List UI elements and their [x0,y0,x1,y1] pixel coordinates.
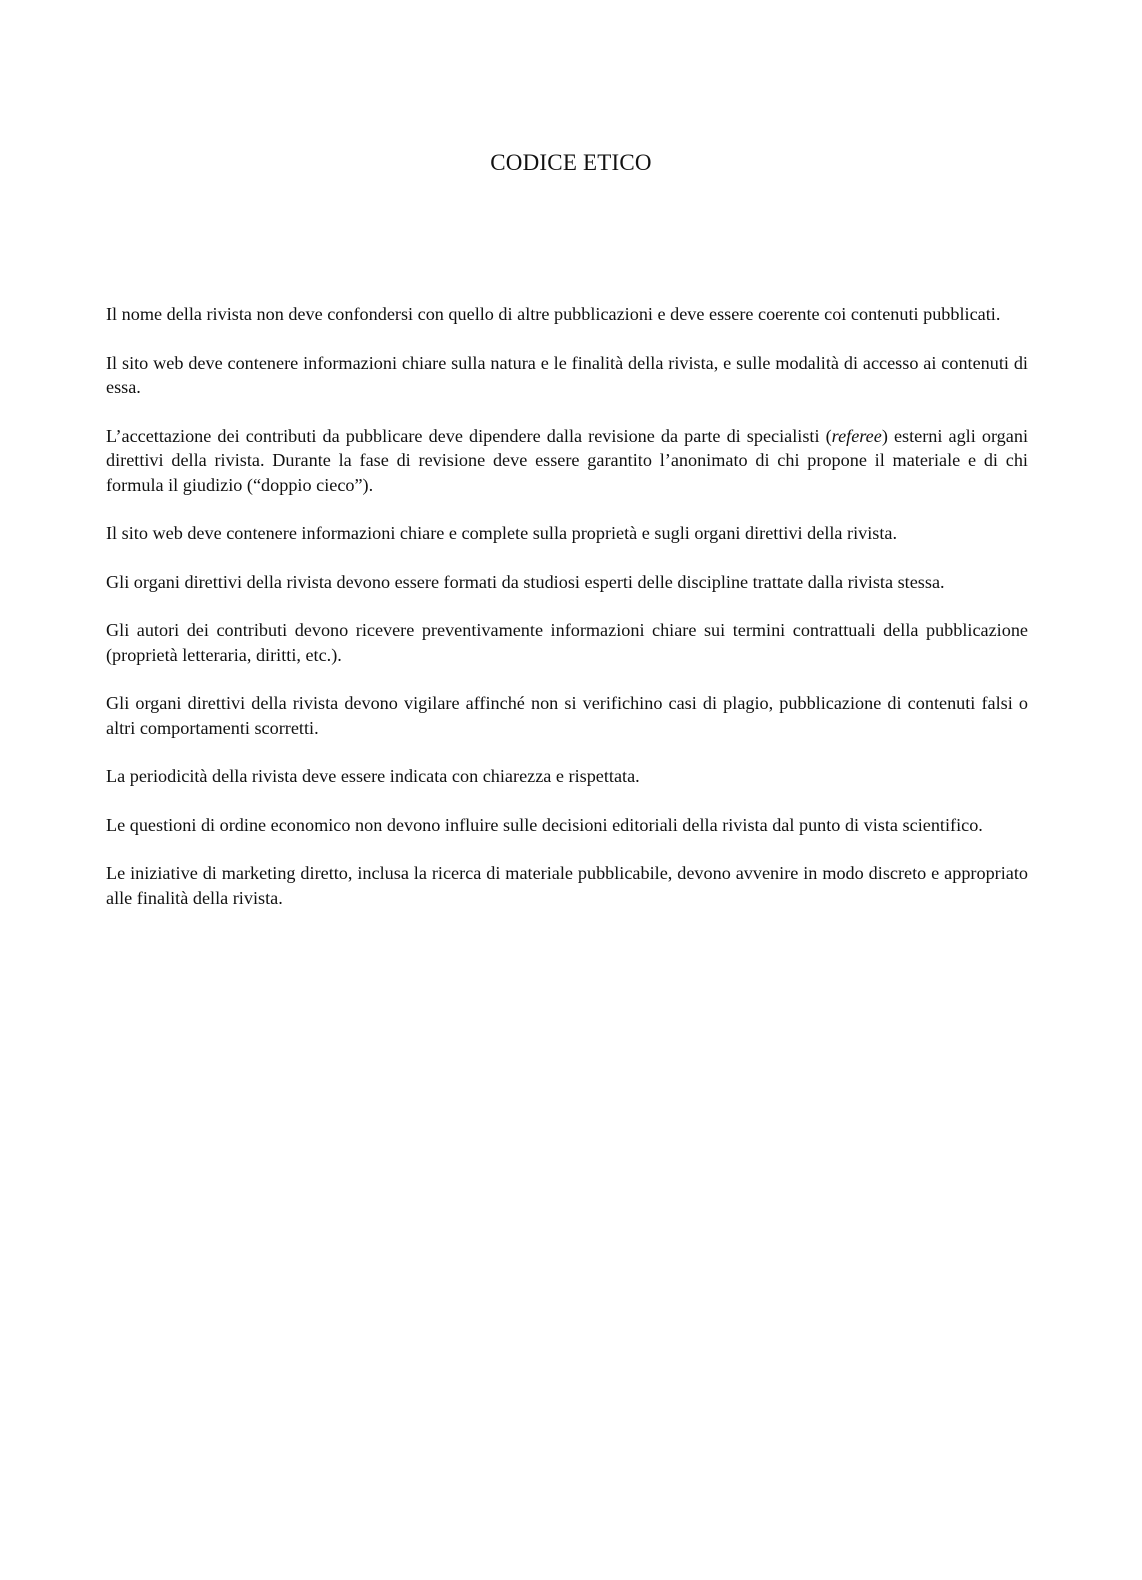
paragraph-author-terms: Gli autori dei contributi devono ricevere preventivamente informazioni chiare sui termini contrattuali della pubblicazione (proprietà letteraria, diritti, etc.). [106,620,1028,665]
paragraph-marketing: Le iniziative di marketing diretto, inclusa la ricerca di materiale pubblicabile, devono avvenire in modo discreto e appropriato alle finalità della rivista. [106,863,1028,908]
paragraph-peer-review-italic: referee [831,425,882,446]
paragraph-economic-issues: Le questioni di ordine economico non devono influire sulle decisioni editoriali della rivista dal punto di vista scientifico. [106,814,983,835]
paragraph-ownership: Il sito web deve contenere informazioni chiare e complete sulla proprietà e sugli organi direttivi della rivista. [106,523,898,543]
document-body [106,302,1028,934]
paragraph-peer-review [106,424,1028,498]
document-title: CODICE ETICO [490,150,652,175]
paragraph-editorial-board: Gli organi direttivi della rivista devono essere formati da studiosi esperti delle discipline trattate dalla rivista stessa. [106,571,945,592]
paragraph-journal-name: Il nome della rivista non deve confondersi con quello di altre pubblicazioni e deve essere coerente coi contenuti pubblicati. [106,304,1001,324]
paragraph-plagiarism: Gli organi direttivi della rivista devono vigilare affinché non si verifichino casi di plagio, pubblicazione di contenuti falsi o altri comportamenti scorretti. [106,693,1028,738]
paragraph-website-info: Il sito web deve contenere informazioni chiare sulla natura e le finalità della rivista, e sulle modalità di accesso ai contenuti di essa. [106,352,1028,397]
paragraph-periodicity: La periodicità della rivista deve essere indicata con chiarezza e rispettata. [106,766,640,786]
paragraph-peer-review-before: L’accettazione dei contributi da pubblicare deve dipendere dalla revisione da parte di specialisti ( [106,425,832,446]
paragraph-peer-review-after: ) esterni agli organi direttivi della rivista. Durante la fase di revisione deve essere garantito l’anonimato di chi propone il materiale e di chi formula il giudizio (“doppio cieco”). [106,425,1028,495]
